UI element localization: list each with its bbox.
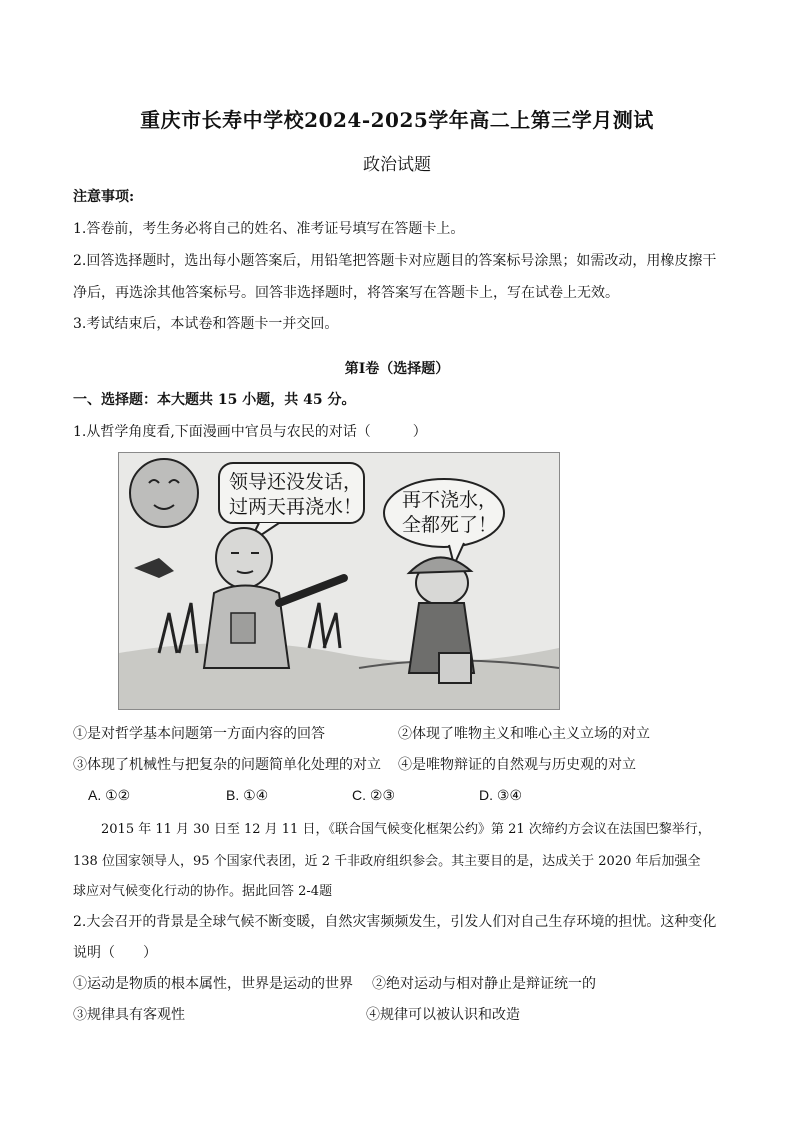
question-1-stem: 1.从哲学角度看,下面漫画中官员与农民的对话（ ） bbox=[73, 424, 427, 440]
passage-line-3: 球应对气候变化行动的协作。据此回答 2-4题 bbox=[73, 884, 333, 899]
section-title: 第Ⅰ卷（选择题） bbox=[344, 361, 450, 377]
exam-subtitle: 政治试题 bbox=[363, 155, 431, 175]
q1-answer-d[interactable]: D. ③④ bbox=[479, 787, 522, 803]
cartoon-bubble-official-line1: 领导还没发话， bbox=[229, 471, 363, 493]
question-2-stem-a: 2.大会召开的背景是全球气候不断变暖，自然灾害频频发生，引发人们对自己生存环境的担忧。这种变化 bbox=[73, 914, 717, 930]
q2-option-2: ②绝对运动与相对静止是辩证统一的 bbox=[372, 976, 596, 992]
q1-option-1: ①是对哲学基本问题第一方面内容的回答 bbox=[73, 726, 325, 742]
q2-option-3: ③规律具有客观性 bbox=[73, 1007, 185, 1023]
q1-option-3: ③体现了机械性与把复杂的问题简单化处理的对立 bbox=[73, 757, 381, 773]
question-2-stem-b: 说明（ ） bbox=[73, 945, 157, 961]
q2-option-4: ④规律可以被认识和改造 bbox=[366, 1007, 520, 1023]
section-heading: 一、选择题：本大题共 15 小题，共 45 分。 bbox=[73, 392, 356, 408]
notice-item-2b: 净后，再选涂其他答案标号。回答非选择题时，将答案写在答题卡上，写在试卷上无效。 bbox=[73, 285, 619, 301]
notice-item-3: 3.考试结束后，本试卷和答题卡一并交回。 bbox=[73, 316, 339, 332]
cartoon-bubble-farmer-line1: 再不浇水， bbox=[402, 489, 498, 511]
q1-answer-a[interactable]: A. ①② bbox=[88, 787, 131, 803]
notice-item-2a: 2.回答选择题时，选出每小题答案后，用铅笔把答题卡对应题目的答案标号涂黑；如需改动，用橡皮擦干 bbox=[73, 253, 717, 269]
notice-heading: 注意事项: bbox=[73, 189, 135, 205]
notice-item-1: 1.答卷前，考生务必将自己的姓名、准考证号填写在答题卡上。 bbox=[73, 221, 465, 237]
q1-option-2: ②体现了唯物主义和唯心主义立场的对立 bbox=[398, 726, 650, 742]
q1-answer-c[interactable]: C. ②③ bbox=[352, 787, 395, 803]
q1-answer-b[interactable]: B. ①④ bbox=[226, 787, 269, 803]
cartoon-image bbox=[118, 452, 560, 710]
q2-option-1: ①运动是物质的根本属性，世界是运动的世界 bbox=[73, 976, 353, 992]
exam-title: 重庆市长寿中学校2024-2025学年高二上第三学月测试 bbox=[140, 108, 654, 132]
passage-line-2: 138 位国家领导人，95 个国家代表团，近 2 千非政府组织参会。其主要目的是，达成关于 2020 年后加强全 bbox=[73, 854, 701, 869]
passage-line-1: 2015 年 11 月 30 日至 12 月 11 日，《联合国气候变化框架公约》第 21 次缔约方会议在法国巴黎举行， bbox=[101, 822, 711, 837]
cartoon-bubble-farmer-line2: 全都死了！ bbox=[402, 514, 498, 536]
q1-option-4: ④是唯物辩证的自然观与历史观的对立 bbox=[398, 757, 636, 773]
cartoon-bubble-official-line2: 过两天再浇水！ bbox=[229, 496, 363, 518]
